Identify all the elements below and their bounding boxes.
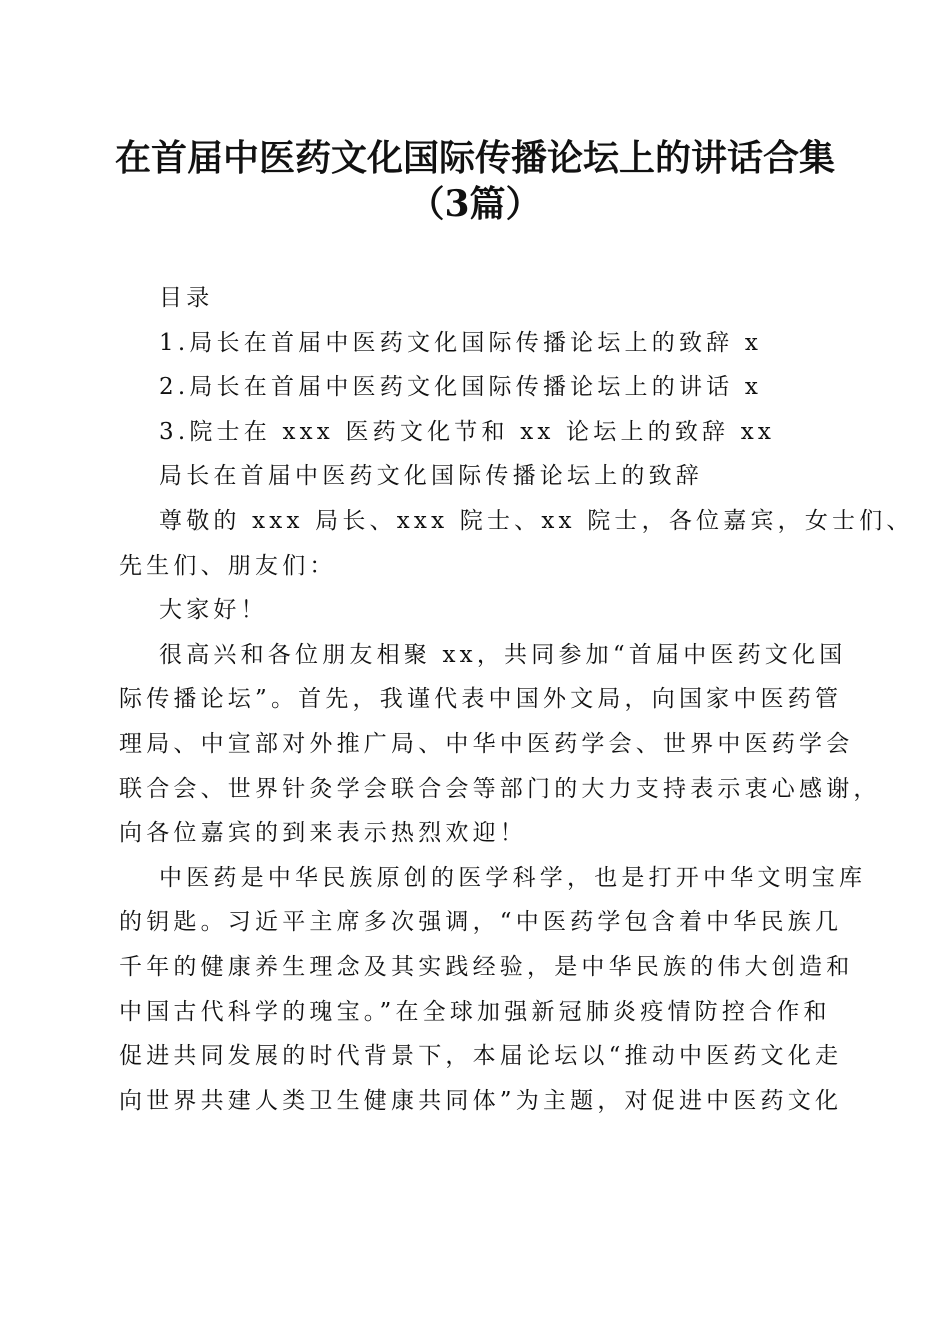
paragraph-line: 联合会、世界针灸学会联合会等部门的大力支持表示衷心感谢，: [119, 775, 881, 802]
toc-heading: 目录: [159, 285, 214, 311]
greeting-line: 大家好！: [159, 597, 268, 624]
paragraph-line: 促进共同发展的时代背景下，本届论坛以“推动中医药文化走: [119, 1043, 843, 1070]
salutation-line: 尊敬的 xxx 局长、xxx 院士、xx 院士，各位嘉宾，女士们、: [159, 507, 914, 534]
section-heading: 局长在首届中医药文化国际传播论坛上的致辞: [159, 463, 703, 490]
document-title-line-1: 在首届中医药文化国际传播论坛上的讲话合集: [114, 137, 835, 179]
toc-item-1: 1.局长在首届中医药文化国际传播论坛上的致辞 x: [159, 329, 763, 356]
paragraph-line: 向世界共建人类卫生健康共同体”为主题，对促进中医药文化: [119, 1087, 843, 1114]
paragraph-line: 千年的健康养生理念及其实践经验，是中华民族的伟大创造和: [119, 953, 854, 980]
toc-item-2: 2.局长在首届中医药文化国际传播论坛上的讲话 x: [159, 374, 763, 401]
document-body: [119, 276, 914, 1123]
paragraph-line: 际传播论坛”。首先，我谨代表中国外文局，向国家中医药管: [119, 686, 843, 713]
paragraph-line: 很高兴和各位朋友相聚 xx，共同参加“首届中医药文化国: [159, 641, 847, 668]
paragraph-line: 中国古代科学的瑰宝。”在全球加强新冠肺炎疫情防控合作和: [119, 998, 831, 1025]
document-title-line-2: （3篇）: [408, 183, 542, 225]
toc-item-3: 3.院士在 xxx 医药文化节和 xx 论坛上的致辞 xx: [159, 418, 776, 445]
paragraph-line: 中医药是中华民族原创的医学科学，也是打开中华文明宝库: [159, 864, 867, 891]
salutation-line: 先生们、朋友们：: [119, 552, 337, 579]
paragraph-line: 向各位嘉宾的到来表示热烈欢迎！: [119, 820, 527, 847]
paragraph-line: 的钥匙。习近平主席多次强调，“中医药学包含着中华民族几: [119, 909, 843, 936]
paragraph-line: 理局、中宣部对外推广局、中华中医药学会、世界中医药学会: [119, 730, 854, 757]
